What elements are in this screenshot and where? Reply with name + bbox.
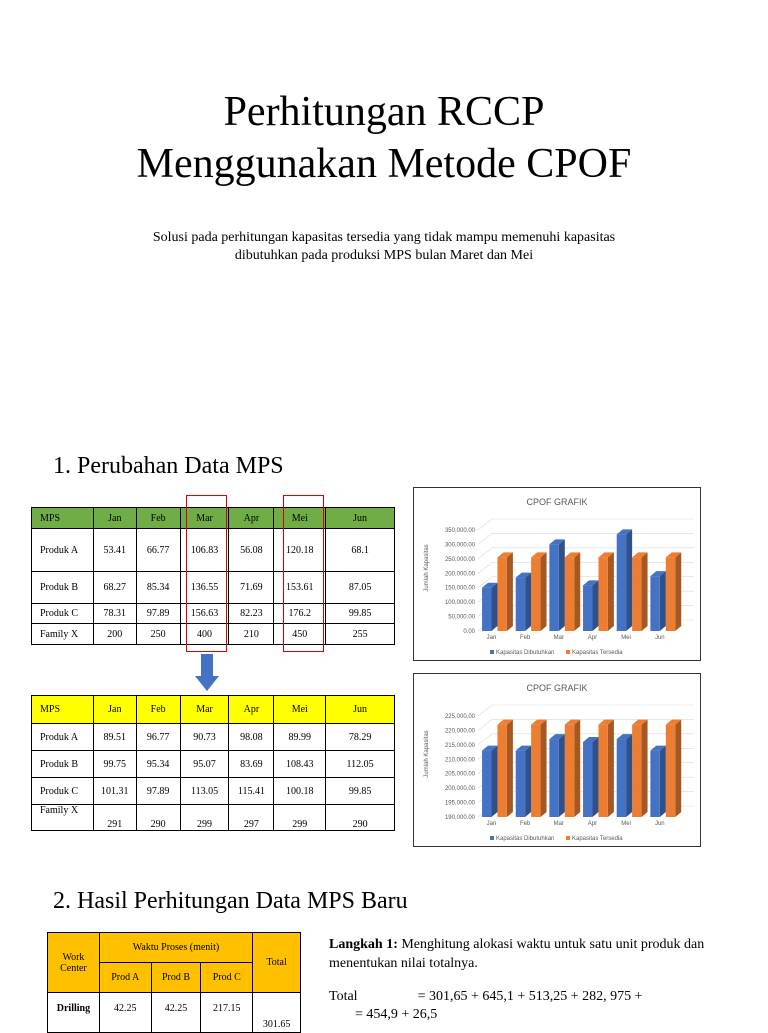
legend-swatch [566, 836, 570, 840]
bar-side [626, 529, 632, 631]
x-tick-label: Mar [553, 635, 564, 641]
table-cell: 78.29 [326, 724, 395, 751]
y-tick-label: 225,000.00 [444, 714, 475, 720]
header-cell: Feb [136, 696, 180, 724]
header-cell: Prod B [151, 963, 201, 993]
table-cell: 42.25 [151, 993, 201, 1033]
bar-side [491, 746, 497, 817]
bar-side [660, 571, 666, 631]
table-cell: 87.05 [326, 572, 395, 604]
bar-side [541, 720, 547, 817]
table-row [32, 805, 395, 831]
legend-label: Kapasitas Dibutuhkan [496, 650, 555, 656]
table-cell: 106.83 [180, 529, 229, 572]
header-cell: Prod C [201, 963, 253, 993]
bar [531, 725, 540, 817]
table-cell: 115.41 [229, 778, 274, 805]
table-cell: 97.89 [136, 604, 180, 624]
bar-side [574, 552, 580, 631]
langkah-description: Menghitung alokasi waktu untuk satu unit produk dan menentukan nilai totalnya. [329, 937, 705, 971]
title-line-2: Menggunakan Metode CPOF [136, 141, 632, 187]
table-cell: 136.55 [180, 572, 229, 604]
legend-label: Kapasitas Tersedia [572, 836, 623, 842]
bar [666, 557, 675, 631]
table-cell: Produk B [32, 751, 94, 778]
y-axis-label: Jumlah Kapasitas [424, 544, 430, 592]
cpof-chart-1 [413, 487, 701, 661]
x-tick-label: Apr [587, 635, 598, 641]
table-row [32, 751, 395, 778]
table-cell: 120.18 [274, 529, 326, 572]
bar [598, 725, 607, 817]
bar [482, 588, 491, 631]
bar [632, 725, 641, 817]
total-label: Total [329, 989, 358, 1004]
header-cell: Jan [93, 696, 136, 724]
header-cell: Mei [274, 696, 326, 724]
table-cell: 85.34 [136, 572, 180, 604]
header-cell: Work Center [48, 933, 100, 993]
header-cell: Waktu Proses (menit) [99, 933, 252, 963]
table-cell: 89.99 [274, 724, 326, 751]
langkah-1-text [329, 935, 749, 973]
table-cell: 290 [136, 805, 180, 831]
subtitle-line-1: Solusi pada perhitungan kapasitas tersedia yang tidak mampu memenuhi kapasitas [152, 230, 616, 245]
bar [482, 751, 491, 817]
table-cell: 450 [274, 624, 326, 645]
y-tick-label: 215,000.00 [444, 742, 475, 749]
total-line-2: = 454,9 + 26,5 [355, 1007, 438, 1022]
x-tick-label: Mei [621, 821, 631, 827]
y-tick-label: 205,000.00 [444, 771, 475, 778]
work-center-table [47, 932, 301, 1033]
table-header-row [32, 696, 395, 724]
x-tick-label: Jan [486, 635, 497, 641]
bar-side [608, 552, 614, 631]
bar [549, 544, 558, 631]
table-cell: 200 [93, 624, 136, 645]
table-cell: Family X [32, 805, 94, 831]
table-cell: 299 [180, 805, 229, 831]
x-tick-label: Feb [519, 635, 531, 641]
bar-side [507, 720, 513, 817]
x-tick-label: Jun [654, 635, 665, 641]
table-cell: 66.77 [136, 529, 180, 572]
table-cell: 108.43 [274, 751, 326, 778]
table-header-row [48, 933, 301, 963]
chart-title: CPOF GRAFIK [526, 497, 588, 507]
bar [632, 557, 641, 631]
table-cell: 99.85 [326, 778, 395, 805]
table-cell: 290 [326, 805, 395, 831]
table-cell: 71.69 [229, 572, 274, 604]
table-cell: 100.18 [274, 778, 326, 805]
bar [598, 557, 607, 631]
legend-swatch [490, 650, 494, 654]
highlight-mei [283, 495, 324, 652]
title-line-1: Perhitungan RCCP [223, 89, 545, 135]
table-cell: 255 [326, 624, 395, 645]
bar-side [525, 573, 531, 631]
header-cell: MPS [32, 508, 94, 529]
y-tick-label: 250,000.00 [444, 556, 475, 563]
cpof-chart-2 [413, 673, 701, 847]
header-cell: Apr [229, 508, 274, 529]
table-cell: 400 [180, 624, 229, 645]
bar [650, 751, 659, 817]
bar-side [507, 552, 513, 631]
bar-side [559, 539, 565, 631]
header-cell: Jun [326, 696, 395, 724]
y-tick-label: 50,000.00 [448, 614, 475, 621]
table-cell: 98.08 [229, 724, 274, 751]
y-axis-label: Jumlah Kapasitas [424, 730, 430, 778]
table-cell: Produk A [32, 724, 94, 751]
bar-side [626, 734, 632, 817]
arrow-down-icon [195, 654, 219, 692]
bar [583, 585, 592, 631]
table-cell: 299 [274, 805, 326, 831]
gridline [478, 705, 694, 716]
legend-label: Kapasitas Tersedia [572, 650, 623, 656]
table-cell: 90.73 [180, 724, 229, 751]
table-cell: 153.61 [274, 572, 326, 604]
table-cell: 97.89 [136, 778, 180, 805]
table-cell: 99.75 [93, 751, 136, 778]
header-cell: MPS [32, 696, 94, 724]
header-cell: Mar [180, 508, 229, 529]
table-cell: Produk C [32, 604, 94, 624]
bar [565, 725, 574, 817]
mps-table-new [31, 695, 395, 831]
table-cell: 297 [229, 805, 274, 831]
legend-label: Kapasitas Dibutuhkan [496, 836, 555, 842]
x-tick-label: Feb [519, 821, 531, 827]
bar-side [675, 720, 681, 817]
table-cell: Produk C [32, 778, 94, 805]
bar-side [574, 720, 580, 817]
x-tick-label: Jan [486, 821, 497, 827]
table-cell: 53.41 [93, 529, 136, 572]
total-line-1: = 301,65 + 645,1 + 513,25 + 282, 975 + [417, 989, 643, 1004]
bar-side [592, 580, 598, 631]
page-title [0, 86, 768, 190]
header-cell: Mei [274, 508, 326, 529]
x-tick-label: Mar [553, 821, 564, 827]
table-cell: 96.77 [136, 724, 180, 751]
total-formula [329, 988, 643, 1024]
y-tick-label: 190,000.00 [444, 815, 475, 821]
bar [666, 725, 675, 817]
bar [516, 578, 525, 631]
x-tick-label: Apr [587, 821, 598, 827]
bar [497, 725, 506, 817]
table-cell: 68.1 [326, 529, 395, 572]
legend-swatch [490, 836, 494, 840]
table-cell: 95.34 [136, 751, 180, 778]
header-cell: Prod A [99, 963, 151, 993]
bar [583, 742, 592, 817]
bar [497, 557, 506, 631]
bar-side [525, 746, 531, 817]
header-cell: Feb [136, 508, 180, 529]
bar [650, 576, 659, 631]
x-tick-label: Mei [621, 635, 631, 641]
table-cell: 210 [229, 624, 274, 645]
table-cell: 83.69 [229, 751, 274, 778]
table-cell: 291 [93, 805, 136, 831]
table-cell: 301.65 [253, 993, 301, 1033]
header-cell: Jun [326, 508, 395, 529]
chart-title: CPOF GRAFIK [526, 683, 588, 693]
table-cell: 68.27 [93, 572, 136, 604]
header-cell: Mar [180, 696, 229, 724]
table-cell: Drilling [48, 993, 100, 1033]
header-cell: Apr [229, 696, 274, 724]
y-tick-label: 150,000.00 [444, 585, 475, 592]
highlight-mar [186, 495, 227, 652]
table-cell: 112.05 [326, 751, 395, 778]
table-cell: 217.15 [201, 993, 253, 1033]
bar-side [642, 552, 648, 631]
table-row [32, 778, 395, 805]
table-cell: 78.31 [93, 604, 136, 624]
y-tick-label: 100,000.00 [444, 600, 475, 607]
table-row [48, 993, 301, 1033]
bar-side [592, 737, 598, 817]
x-tick-label: Jun [654, 821, 665, 827]
bar [617, 534, 626, 631]
bar-side [608, 720, 614, 817]
bar [565, 557, 574, 631]
table-cell: 101.31 [93, 778, 136, 805]
table-cell: 42.25 [99, 993, 151, 1033]
section-2-heading: 2. Hasil Perhitungan Data MPS Baru [53, 888, 408, 914]
table-cell: 82.23 [229, 604, 274, 624]
table-cell: Produk A [32, 529, 94, 572]
y-tick-label: 195,000.00 [444, 800, 475, 807]
table-cell: 113.05 [180, 778, 229, 805]
bar-side [660, 746, 666, 817]
bar [549, 739, 558, 817]
langkah-label: Langkah 1: [329, 937, 398, 952]
bar-side [491, 583, 497, 631]
y-tick-label: 200,000.00 [444, 786, 475, 793]
gridline [478, 519, 694, 530]
header-cell: Jan [93, 508, 136, 529]
table-cell: 99.85 [326, 604, 395, 624]
section-1-heading: 1. Perubahan Data MPS [53, 453, 284, 479]
y-tick-label: 220,000.00 [444, 728, 475, 735]
subtitle-line-2: dibutuhkan pada produksi MPS bulan Maret dan Mei [234, 248, 534, 263]
bar-side [559, 734, 565, 817]
table-cell: Produk B [32, 572, 94, 604]
table-row [32, 724, 395, 751]
table-cell: 89.51 [93, 724, 136, 751]
bar-side [642, 720, 648, 817]
table-cell: 95.07 [180, 751, 229, 778]
bar [516, 751, 525, 817]
y-tick-label: 350,000.00 [444, 528, 475, 534]
bar-side [541, 552, 547, 631]
bar [617, 739, 626, 817]
y-tick-label: 0.00 [463, 629, 475, 635]
y-tick-label: 300,000.00 [444, 542, 475, 549]
y-tick-label: 200,000.00 [444, 571, 475, 578]
table-cell: 156.63 [180, 604, 229, 624]
legend-swatch [566, 650, 570, 654]
table-cell: 56.08 [229, 529, 274, 572]
bar [531, 557, 540, 631]
bar-side [675, 552, 681, 631]
y-tick-label: 210,000.00 [444, 757, 475, 764]
table-cell: Family X [32, 624, 94, 645]
table-cell: 176.2 [274, 604, 326, 624]
header-cell: Total [253, 933, 301, 993]
table-cell: 250 [136, 624, 180, 645]
gridline [478, 533, 694, 544]
subtitle [0, 229, 768, 265]
